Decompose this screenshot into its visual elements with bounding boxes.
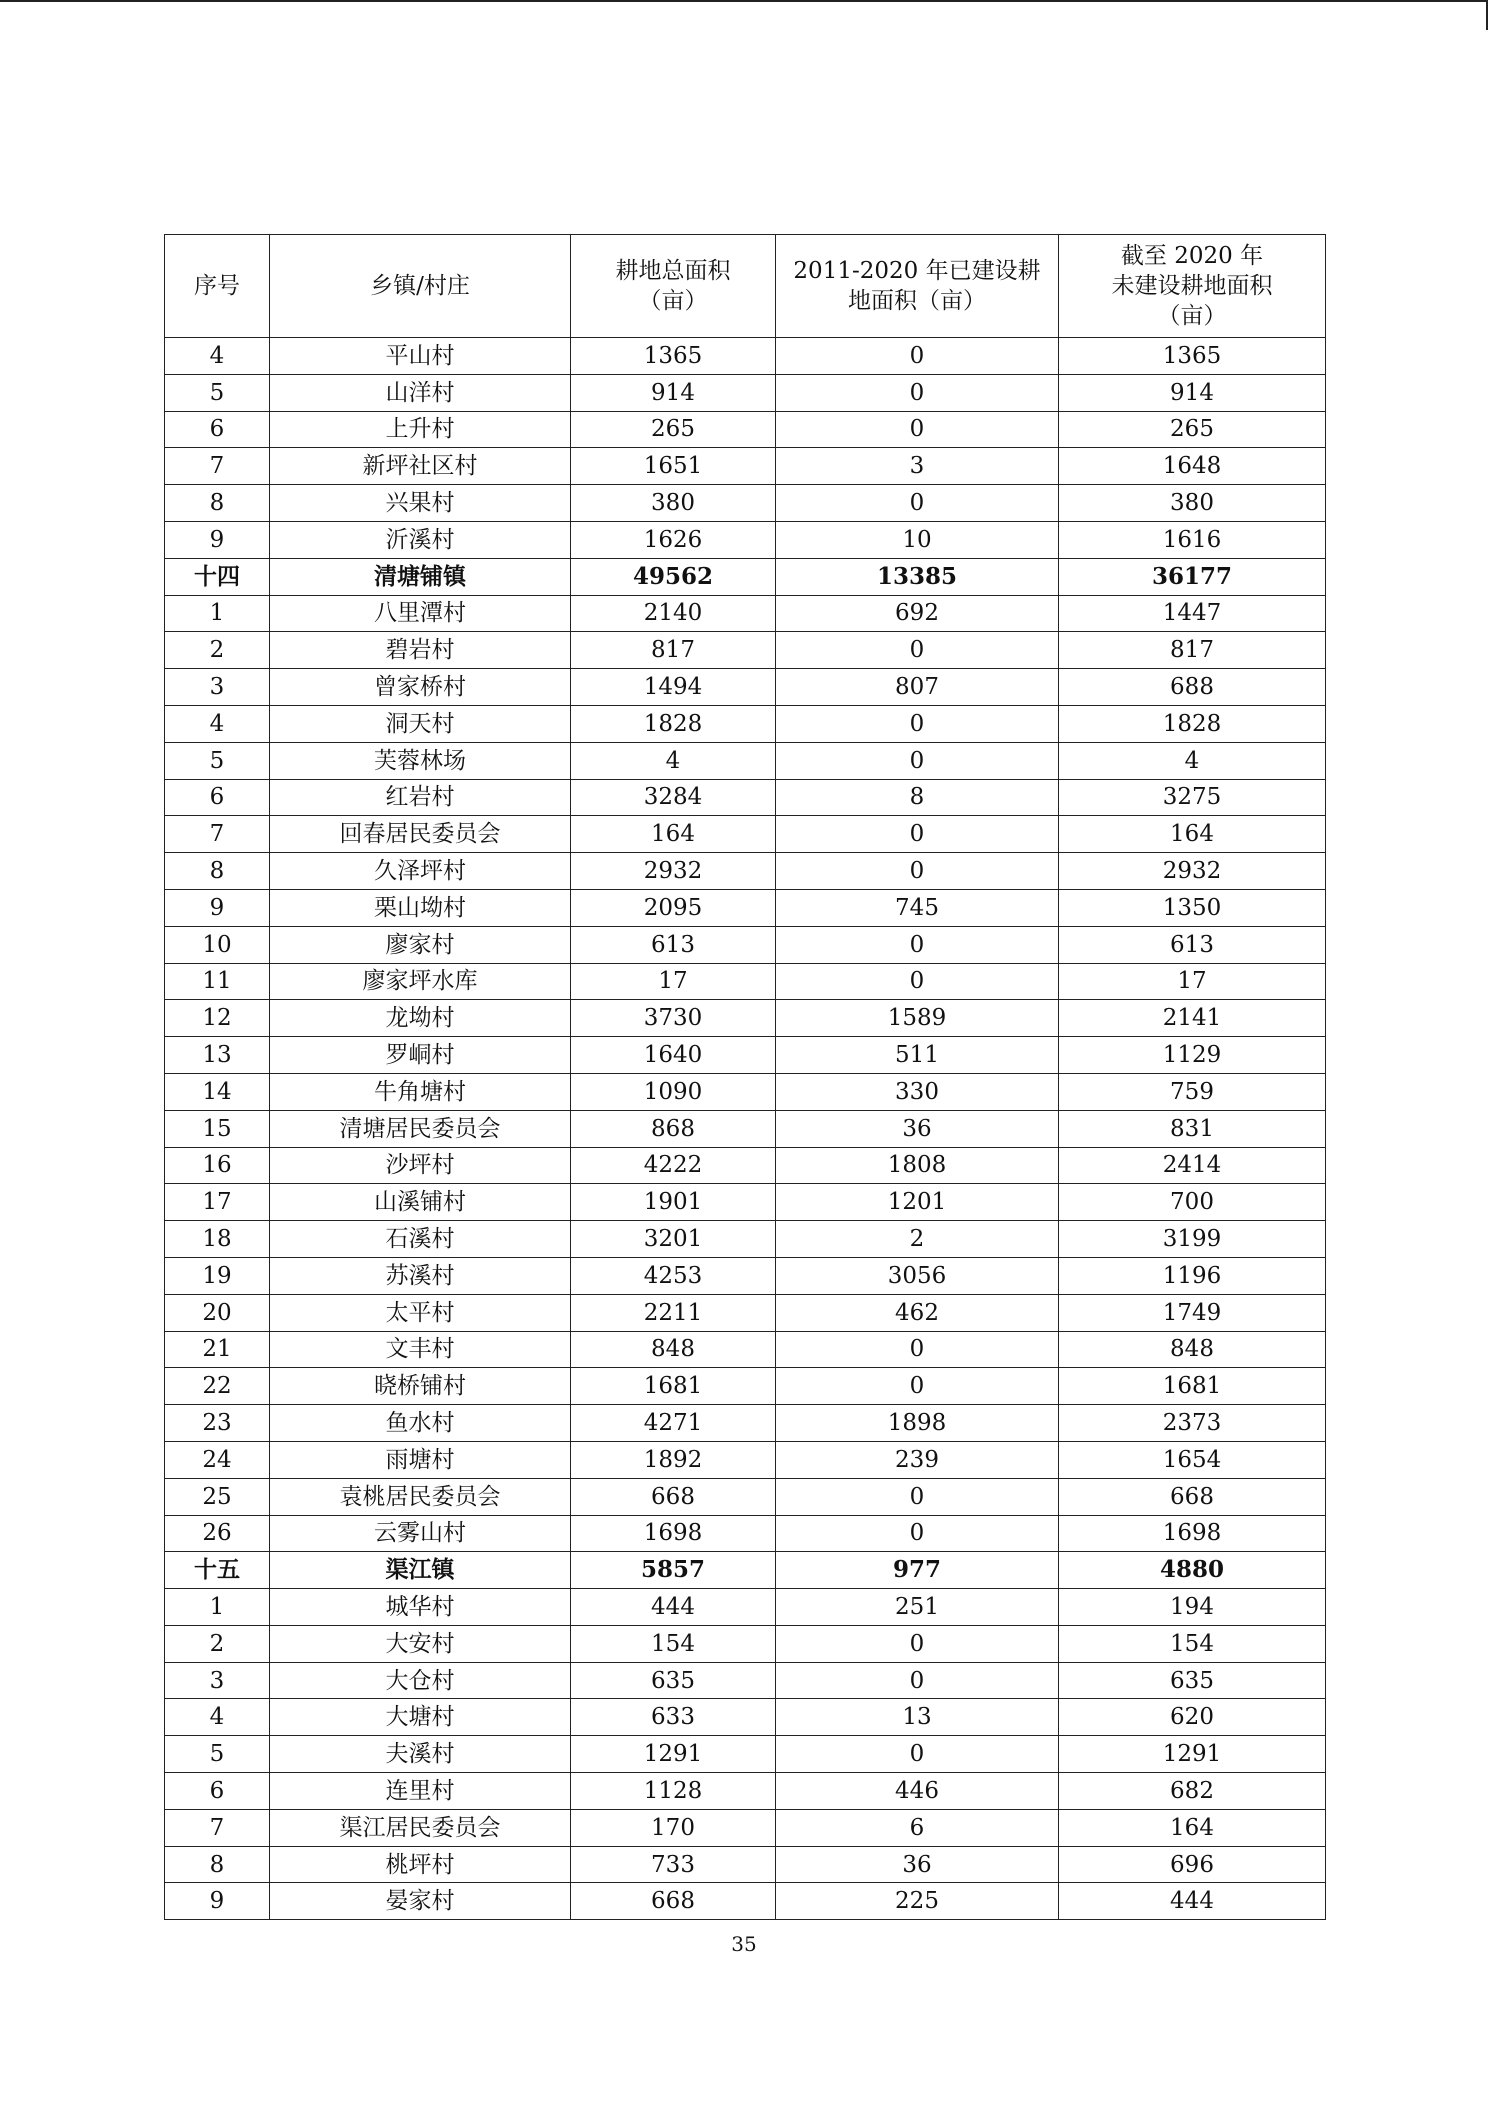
cell-total: 1651 <box>571 448 776 485</box>
table-row <box>165 374 1326 411</box>
cell-built: 330 <box>776 1073 1059 1110</box>
cell-total: 2140 <box>571 595 776 632</box>
cell-total: 4271 <box>571 1405 776 1442</box>
table-row <box>165 669 1326 706</box>
cell-name: 苏溪村 <box>270 1257 571 1294</box>
cell-name: 雨塘村 <box>270 1441 571 1478</box>
cell-total: 154 <box>571 1625 776 1662</box>
cell-total: 3730 <box>571 1000 776 1037</box>
cell-index: 8 <box>165 1846 270 1883</box>
cell-unbuilt: 831 <box>1059 1110 1326 1147</box>
cell-total: 817 <box>571 632 776 669</box>
cell-built: 0 <box>776 705 1059 742</box>
cell-built: 462 <box>776 1294 1059 1331</box>
cell-name: 碧岩村 <box>270 632 571 669</box>
cell-total: 635 <box>571 1662 776 1699</box>
cell-built: 0 <box>776 926 1059 963</box>
table-row <box>165 963 1326 1000</box>
cell-unbuilt: 1365 <box>1059 338 1326 375</box>
cell-built: 977 <box>776 1552 1059 1589</box>
cell-index: 十四 <box>165 558 270 595</box>
cell-name: 新坪社区村 <box>270 448 571 485</box>
table-row <box>165 1441 1326 1478</box>
cell-index: 25 <box>165 1478 270 1515</box>
cell-index: 9 <box>165 521 270 558</box>
cell-total: 668 <box>571 1478 776 1515</box>
cell-built: 239 <box>776 1441 1059 1478</box>
cell-unbuilt: 848 <box>1059 1331 1326 1368</box>
cell-total: 2211 <box>571 1294 776 1331</box>
cell-total: 4222 <box>571 1147 776 1184</box>
cell-name: 上升村 <box>270 411 571 448</box>
cell-total: 733 <box>571 1846 776 1883</box>
cell-built: 0 <box>776 374 1059 411</box>
cell-total: 1698 <box>571 1515 776 1552</box>
cell-built: 0 <box>776 1625 1059 1662</box>
cell-built: 0 <box>776 632 1059 669</box>
cell-index: 11 <box>165 963 270 1000</box>
header-name: 乡镇/村庄 <box>270 235 571 338</box>
cell-built: 6 <box>776 1809 1059 1846</box>
cell-total: 4 <box>571 742 776 779</box>
cell-total: 848 <box>571 1331 776 1368</box>
cell-index: 5 <box>165 374 270 411</box>
cell-total: 5857 <box>571 1552 776 1589</box>
cell-unbuilt: 700 <box>1059 1184 1326 1221</box>
cell-total: 1090 <box>571 1073 776 1110</box>
cell-name: 平山村 <box>270 338 571 375</box>
cell-index: 6 <box>165 1773 270 1810</box>
cell-built: 0 <box>776 411 1059 448</box>
cell-index: 23 <box>165 1405 270 1442</box>
cell-built: 1898 <box>776 1405 1059 1442</box>
cell-built: 0 <box>776 338 1059 375</box>
table-row <box>165 448 1326 485</box>
cell-built: 692 <box>776 595 1059 632</box>
table-row <box>165 1294 1326 1331</box>
cell-index: 17 <box>165 1184 270 1221</box>
cell-index: 18 <box>165 1221 270 1258</box>
table-row <box>165 1257 1326 1294</box>
cell-index: 7 <box>165 1809 270 1846</box>
table-row <box>165 926 1326 963</box>
cell-name: 洞天村 <box>270 705 571 742</box>
cell-name: 山洋村 <box>270 374 571 411</box>
cell-index: 8 <box>165 853 270 890</box>
cell-unbuilt: 1196 <box>1059 1257 1326 1294</box>
cell-total: 17 <box>571 963 776 1000</box>
page-number: 35 <box>731 1932 757 1956</box>
cell-name: 石溪村 <box>270 1221 571 1258</box>
cell-name: 夫溪村 <box>270 1736 571 1773</box>
cell-name: 大安村 <box>270 1625 571 1662</box>
table-row <box>165 1589 1326 1626</box>
cell-unbuilt: 36177 <box>1059 558 1326 595</box>
cell-name: 沙坪村 <box>270 1147 571 1184</box>
cell-total: 2095 <box>571 889 776 926</box>
cell-total: 49562 <box>571 558 776 595</box>
cell-index: 26 <box>165 1515 270 1552</box>
cell-name: 沂溪村 <box>270 521 571 558</box>
cell-name: 久泽坪村 <box>270 853 571 890</box>
table-row <box>165 1405 1326 1442</box>
cell-name: 罗峒村 <box>270 1037 571 1074</box>
table-row <box>165 816 1326 853</box>
cell-index: 7 <box>165 816 270 853</box>
table-row <box>165 521 1326 558</box>
cell-built: 0 <box>776 1368 1059 1405</box>
table-row <box>165 1846 1326 1883</box>
cell-unbuilt: 1681 <box>1059 1368 1326 1405</box>
cell-name: 鱼水村 <box>270 1405 571 1442</box>
cell-name: 栗山坳村 <box>270 889 571 926</box>
table-row <box>165 742 1326 779</box>
cell-built: 36 <box>776 1110 1059 1147</box>
table-row <box>165 1147 1326 1184</box>
table-row <box>165 1368 1326 1405</box>
cell-index: 21 <box>165 1331 270 1368</box>
cell-unbuilt: 1828 <box>1059 705 1326 742</box>
cell-unbuilt: 759 <box>1059 1073 1326 1110</box>
cell-unbuilt: 696 <box>1059 1846 1326 1883</box>
cell-total: 1681 <box>571 1368 776 1405</box>
cell-index: 12 <box>165 1000 270 1037</box>
cell-name: 廖家村 <box>270 926 571 963</box>
cell-total: 1640 <box>571 1037 776 1074</box>
cell-name: 渠江居民委员会 <box>270 1809 571 1846</box>
cell-name: 大仓村 <box>270 1662 571 1699</box>
cell-unbuilt: 265 <box>1059 411 1326 448</box>
table-row <box>165 705 1326 742</box>
cell-built: 745 <box>776 889 1059 926</box>
cell-unbuilt: 620 <box>1059 1699 1326 1736</box>
cell-index: 24 <box>165 1441 270 1478</box>
cell-index: 15 <box>165 1110 270 1147</box>
table-row <box>165 853 1326 890</box>
cell-name: 山溪铺村 <box>270 1184 571 1221</box>
cell-total: 668 <box>571 1883 776 1920</box>
cell-total: 3201 <box>571 1221 776 1258</box>
cell-total: 633 <box>571 1699 776 1736</box>
cell-built: 446 <box>776 1773 1059 1810</box>
table-row <box>165 1184 1326 1221</box>
cell-unbuilt: 1654 <box>1059 1441 1326 1478</box>
header-unbuilt <box>1059 235 1326 338</box>
cell-name: 云雾山村 <box>270 1515 571 1552</box>
cell-unbuilt: 682 <box>1059 1773 1326 1810</box>
cell-name: 桃坪村 <box>270 1846 571 1883</box>
cell-name: 曾家桥村 <box>270 669 571 706</box>
cell-name: 牛角塘村 <box>270 1073 571 1110</box>
cell-total: 164 <box>571 816 776 853</box>
cell-unbuilt: 2373 <box>1059 1405 1326 1442</box>
table-header-row <box>165 235 1326 338</box>
cell-name: 晏家村 <box>270 1883 571 1920</box>
cell-total: 1901 <box>571 1184 776 1221</box>
cell-unbuilt: 613 <box>1059 926 1326 963</box>
cell-unbuilt: 668 <box>1059 1478 1326 1515</box>
cell-built: 0 <box>776 1662 1059 1699</box>
table-row <box>165 1331 1326 1368</box>
table-row <box>165 1625 1326 1662</box>
cell-built: 0 <box>776 963 1059 1000</box>
cell-index: 1 <box>165 595 270 632</box>
table-row <box>165 1773 1326 1810</box>
cell-unbuilt: 1648 <box>1059 448 1326 485</box>
cell-unbuilt: 1698 <box>1059 1515 1326 1552</box>
cell-name: 连里村 <box>270 1773 571 1810</box>
cell-built: 1201 <box>776 1184 1059 1221</box>
cell-built: 36 <box>776 1846 1059 1883</box>
cell-index: 16 <box>165 1147 270 1184</box>
cell-built: 511 <box>776 1037 1059 1074</box>
cell-built: 13385 <box>776 558 1059 595</box>
cell-built: 3056 <box>776 1257 1059 1294</box>
cell-total: 170 <box>571 1809 776 1846</box>
cell-unbuilt: 1291 <box>1059 1736 1326 1773</box>
cell-built: 2 <box>776 1221 1059 1258</box>
table-row <box>165 1699 1326 1736</box>
cell-index: 9 <box>165 1883 270 1920</box>
cell-total: 1494 <box>571 669 776 706</box>
cell-name: 红岩村 <box>270 779 571 816</box>
table-row <box>165 595 1326 632</box>
cell-unbuilt: 914 <box>1059 374 1326 411</box>
cell-index: 22 <box>165 1368 270 1405</box>
cell-built: 225 <box>776 1883 1059 1920</box>
cell-name: 回春居民委员会 <box>270 816 571 853</box>
table-row <box>165 1552 1326 1589</box>
cell-unbuilt: 154 <box>1059 1625 1326 1662</box>
cell-unbuilt: 2414 <box>1059 1147 1326 1184</box>
cell-total: 914 <box>571 374 776 411</box>
cell-total: 613 <box>571 926 776 963</box>
header-index: 序号 <box>165 235 270 338</box>
cell-unbuilt: 635 <box>1059 1662 1326 1699</box>
table-row <box>165 1000 1326 1037</box>
cell-built: 1808 <box>776 1147 1059 1184</box>
cell-unbuilt: 1350 <box>1059 889 1326 926</box>
cell-total: 380 <box>571 485 776 522</box>
cell-total: 4253 <box>571 1257 776 1294</box>
cell-name: 袁桃居民委员会 <box>270 1478 571 1515</box>
cell-total: 1626 <box>571 521 776 558</box>
cell-total: 444 <box>571 1589 776 1626</box>
cell-built: 251 <box>776 1589 1059 1626</box>
header-unbuilt-line2: 未建设耕地面积（亩） <box>1111 273 1273 329</box>
table-row <box>165 1883 1326 1920</box>
cell-name: 清塘居民委员会 <box>270 1110 571 1147</box>
cell-unbuilt: 164 <box>1059 1809 1326 1846</box>
cell-unbuilt: 1129 <box>1059 1037 1326 1074</box>
cell-built: 0 <box>776 1478 1059 1515</box>
cell-index: 20 <box>165 1294 270 1331</box>
cell-unbuilt: 194 <box>1059 1589 1326 1626</box>
cell-total: 1892 <box>571 1441 776 1478</box>
table-row <box>165 1662 1326 1699</box>
farmland-table <box>164 234 1326 1920</box>
cell-built: 0 <box>776 742 1059 779</box>
table-row <box>165 1221 1326 1258</box>
cell-total: 868 <box>571 1110 776 1147</box>
cell-built: 807 <box>776 669 1059 706</box>
cell-built: 0 <box>776 1515 1059 1552</box>
table-row <box>165 889 1326 926</box>
cell-unbuilt: 1447 <box>1059 595 1326 632</box>
table-row <box>165 1809 1326 1846</box>
cell-name: 廖家坪水库 <box>270 963 571 1000</box>
cell-unbuilt: 3275 <box>1059 779 1326 816</box>
cell-total: 2932 <box>571 853 776 890</box>
cell-index: 19 <box>165 1257 270 1294</box>
cell-index: 3 <box>165 669 270 706</box>
cell-index: 6 <box>165 411 270 448</box>
cell-index: 13 <box>165 1037 270 1074</box>
cell-index: 6 <box>165 779 270 816</box>
cell-built: 8 <box>776 779 1059 816</box>
cell-unbuilt: 164 <box>1059 816 1326 853</box>
cell-index: 9 <box>165 889 270 926</box>
table-row <box>165 1515 1326 1552</box>
cell-built: 1589 <box>776 1000 1059 1037</box>
cell-name: 清塘铺镇 <box>270 558 571 595</box>
cell-built: 13 <box>776 1699 1059 1736</box>
cell-built: 0 <box>776 1331 1059 1368</box>
cell-name: 兴果村 <box>270 485 571 522</box>
table-body <box>165 338 1326 1920</box>
cell-unbuilt: 17 <box>1059 963 1326 1000</box>
header-total: 耕地总面积（亩） <box>571 235 776 338</box>
cell-name: 文丰村 <box>270 1331 571 1368</box>
cell-index: 3 <box>165 1662 270 1699</box>
cell-unbuilt: 2932 <box>1059 853 1326 890</box>
cell-name: 大塘村 <box>270 1699 571 1736</box>
cell-unbuilt: 817 <box>1059 632 1326 669</box>
cell-unbuilt: 380 <box>1059 485 1326 522</box>
cell-index: 4 <box>165 338 270 375</box>
cell-built: 0 <box>776 853 1059 890</box>
cell-index: 2 <box>165 632 270 669</box>
cell-name: 渠江镇 <box>270 1552 571 1589</box>
cell-total: 1128 <box>571 1773 776 1810</box>
cell-name: 龙坳村 <box>270 1000 571 1037</box>
cell-index: 5 <box>165 1736 270 1773</box>
table-row <box>165 1736 1326 1773</box>
cell-index: 14 <box>165 1073 270 1110</box>
cell-unbuilt: 2141 <box>1059 1000 1326 1037</box>
cell-unbuilt: 444 <box>1059 1883 1326 1920</box>
cell-total: 265 <box>571 411 776 448</box>
cell-index: 8 <box>165 485 270 522</box>
cell-unbuilt: 688 <box>1059 669 1326 706</box>
cell-total: 1828 <box>571 705 776 742</box>
cell-name: 晓桥铺村 <box>270 1368 571 1405</box>
cell-total: 1365 <box>571 338 776 375</box>
header-unbuilt-line1: 截至 2020 年 <box>1120 243 1264 269</box>
cell-index: 2 <box>165 1625 270 1662</box>
table-row <box>165 779 1326 816</box>
cell-name: 城华村 <box>270 1589 571 1626</box>
cell-total: 3284 <box>571 779 776 816</box>
cell-index: 10 <box>165 926 270 963</box>
cell-total: 1291 <box>571 1736 776 1773</box>
table-row <box>165 1073 1326 1110</box>
cell-name: 芙蓉林场 <box>270 742 571 779</box>
table-row <box>165 338 1326 375</box>
cell-index: 1 <box>165 1589 270 1626</box>
cell-unbuilt: 4 <box>1059 742 1326 779</box>
table-row <box>165 1110 1326 1147</box>
table-row <box>165 558 1326 595</box>
table-row <box>165 411 1326 448</box>
cell-index: 7 <box>165 448 270 485</box>
cell-built: 0 <box>776 485 1059 522</box>
cell-index: 十五 <box>165 1552 270 1589</box>
cell-built: 3 <box>776 448 1059 485</box>
cell-built: 0 <box>776 1736 1059 1773</box>
cell-unbuilt: 1749 <box>1059 1294 1326 1331</box>
cell-built: 10 <box>776 521 1059 558</box>
table-row <box>165 632 1326 669</box>
header-built: 2011-2020 年已建设耕地面积（亩） <box>776 235 1059 338</box>
cell-unbuilt: 1616 <box>1059 521 1326 558</box>
cell-unbuilt: 3199 <box>1059 1221 1326 1258</box>
cell-index: 5 <box>165 742 270 779</box>
cell-name: 太平村 <box>270 1294 571 1331</box>
cell-built: 0 <box>776 816 1059 853</box>
cell-index: 4 <box>165 1699 270 1736</box>
cell-name: 八里潭村 <box>270 595 571 632</box>
table-row <box>165 1037 1326 1074</box>
top-border-line <box>0 0 1488 2</box>
cell-index: 4 <box>165 705 270 742</box>
table-row <box>165 1478 1326 1515</box>
cell-unbuilt: 4880 <box>1059 1552 1326 1589</box>
table-row <box>165 485 1326 522</box>
